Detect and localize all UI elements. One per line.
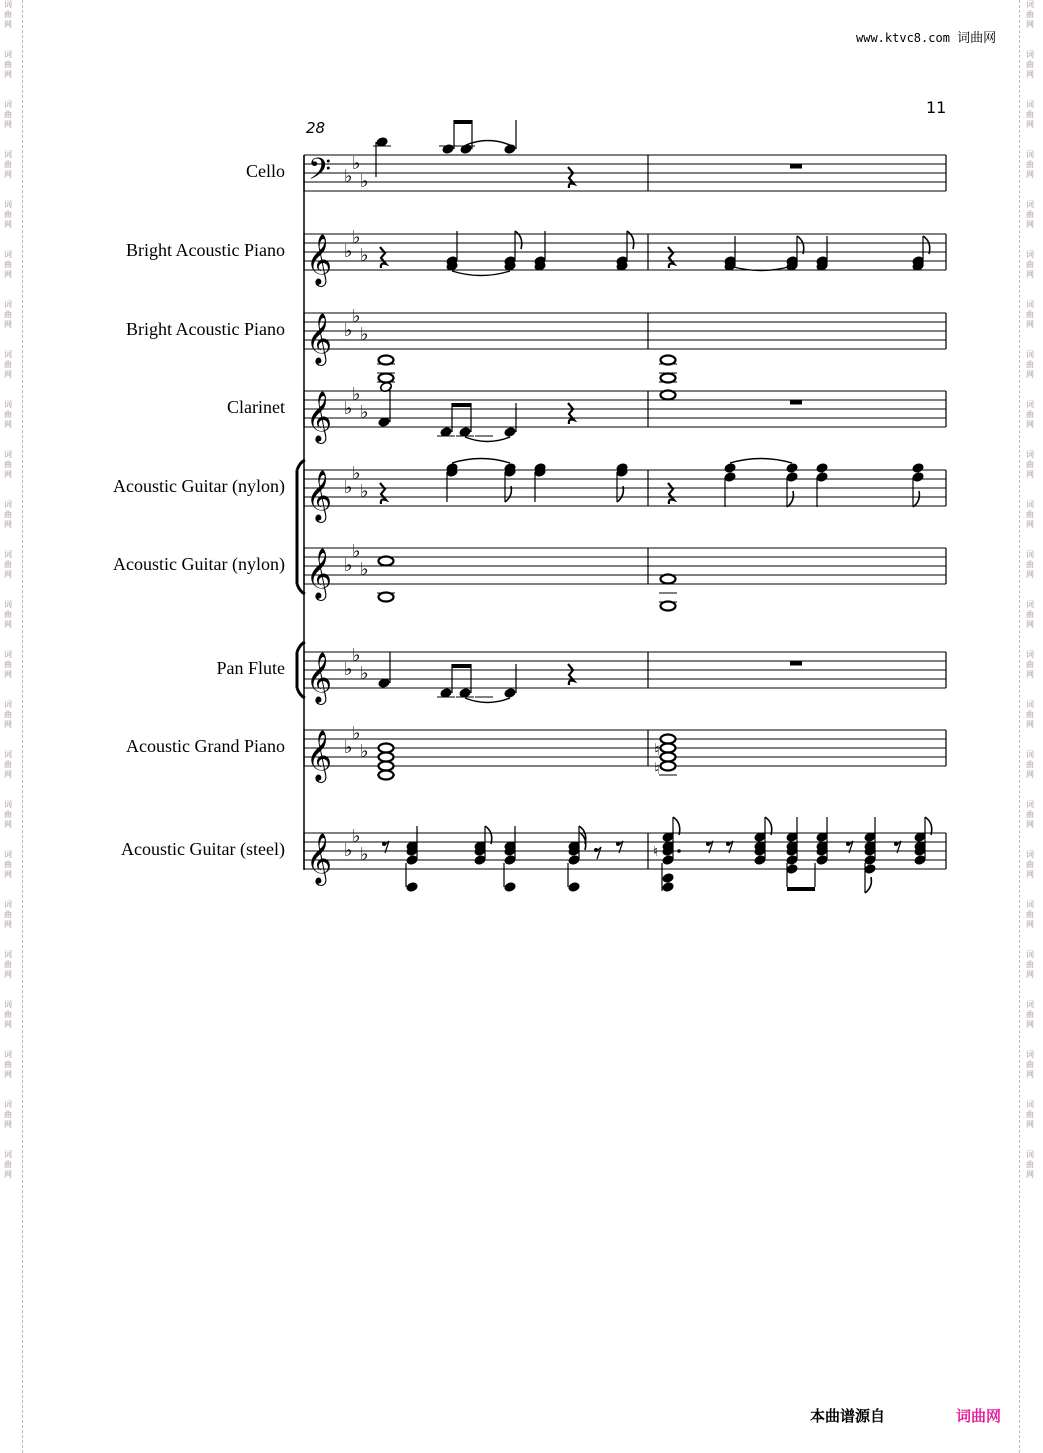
site-url: www.ktvc8.com xyxy=(856,31,950,45)
whole-rest xyxy=(790,400,802,405)
treble-clef-icon: 𝄞 xyxy=(306,833,333,884)
whole-note xyxy=(661,575,676,584)
whole-note xyxy=(661,391,676,400)
flat-sign: ♭ xyxy=(360,663,369,684)
note-flag xyxy=(925,817,932,835)
note-beam xyxy=(454,120,472,124)
augmentation-dot xyxy=(677,849,681,853)
quarter-rest xyxy=(380,247,386,268)
notehead xyxy=(568,881,581,892)
bass-clef-icon: 𝄢 xyxy=(308,153,332,194)
tie xyxy=(730,459,792,464)
whole-rest xyxy=(790,661,802,666)
note-flag xyxy=(787,491,793,507)
site-name: 词曲网 xyxy=(957,31,997,46)
whole-note xyxy=(661,744,676,753)
flat-sign: ♭ xyxy=(360,741,369,762)
instrument-label-steel-guitar: Acoustic Guitar (steel) xyxy=(121,839,285,859)
quarter-rest xyxy=(380,483,386,504)
flat-sign: ♭ xyxy=(344,555,353,576)
flat-sign: ♭ xyxy=(360,481,369,502)
notehead xyxy=(504,426,517,437)
notehead xyxy=(724,462,737,473)
notehead xyxy=(912,462,925,473)
treble-clef-icon: 𝄞 xyxy=(306,313,333,364)
note-flag xyxy=(673,817,680,835)
whole-note xyxy=(379,762,394,771)
flat-sign: ♭ xyxy=(352,541,361,562)
instrument-label-clarinet: Clarinet xyxy=(227,397,285,417)
flat-sign: ♭ xyxy=(360,245,369,266)
whole-note xyxy=(661,356,676,365)
flat-sign: ♭ xyxy=(360,171,369,192)
flat-sign: ♭ xyxy=(344,241,353,262)
treble-clef-icon: 𝄞 xyxy=(306,548,333,599)
tie xyxy=(452,271,510,276)
notehead xyxy=(662,872,675,883)
flat-sign: ♭ xyxy=(344,398,353,419)
notehead xyxy=(460,143,473,154)
note-beam xyxy=(452,403,471,407)
footer-source-label: 本曲谱源自 xyxy=(810,1407,886,1425)
treble-clef-icon: 𝄞 xyxy=(306,652,333,703)
whole-note xyxy=(379,744,394,753)
treble-clef-icon: 𝄞 xyxy=(306,730,333,781)
flat-sign: ♭ xyxy=(352,463,361,484)
notehead xyxy=(504,687,517,698)
note-beam xyxy=(452,664,471,668)
natural-sign: ♮ xyxy=(653,844,659,860)
quarter-rest xyxy=(568,664,574,685)
note-flag xyxy=(923,236,930,254)
quarter-rest xyxy=(668,247,674,268)
flat-sign: ♭ xyxy=(360,402,369,423)
flat-sign: ♭ xyxy=(344,320,353,341)
flat-sign: ♭ xyxy=(352,723,361,744)
treble-clef-icon: 𝄞 xyxy=(306,234,333,285)
instrument-label-nylon-guitar-1: Acoustic Guitar (nylon) xyxy=(113,476,285,496)
note-beam xyxy=(787,887,815,891)
whole-note xyxy=(661,762,676,771)
whole-note xyxy=(379,374,394,383)
left-watermark-strip: 词 曲 网 词 曲 网 词 曲 网 词 曲 网 词 曲 网 词 曲 网 词 曲 网 词 曲 网 词 曲 网 词 曲 网 词 曲 网 词 曲 网 词 曲 网 词 曲 网 词 曲 网 词 曲 网 词 曲 网 词 曲 网 词 曲 网 词 曲 网 词 曲 网 词 曲 网 词 曲 网 词 曲 网 xyxy=(4,0,12,1179)
whole-note xyxy=(379,771,394,780)
notehead xyxy=(442,143,455,154)
flat-sign: ♭ xyxy=(344,659,353,680)
note-flag xyxy=(913,491,919,507)
note-flag xyxy=(797,236,804,254)
tie xyxy=(465,698,510,703)
quarter-rest xyxy=(568,403,574,424)
whole-note xyxy=(661,602,676,611)
flat-sign: ♭ xyxy=(344,737,353,758)
notehead xyxy=(662,881,675,892)
notehead xyxy=(504,143,517,154)
note-flag xyxy=(485,826,492,844)
flat-sign: ♭ xyxy=(344,840,353,861)
natural-sign: ♮ xyxy=(654,740,660,759)
page-number: 11 xyxy=(926,98,947,117)
whole-note xyxy=(379,593,394,602)
instrument-label-grand-piano: Acoustic Grand Piano xyxy=(126,736,285,756)
whole-rest xyxy=(790,164,802,169)
treble-clef-icon: 𝄞 xyxy=(306,470,333,521)
measure-number: 28 xyxy=(306,119,326,137)
footer-source-site: 词曲网 xyxy=(956,1407,1002,1425)
flat-sign: ♭ xyxy=(344,477,353,498)
flat-sign: ♭ xyxy=(352,306,361,327)
flat-sign: ♭ xyxy=(360,844,369,865)
flat-sign: ♭ xyxy=(360,559,369,580)
notehead xyxy=(406,881,419,892)
notehead xyxy=(786,462,799,473)
tie xyxy=(452,459,510,464)
whole-note xyxy=(661,753,676,762)
whole-note xyxy=(379,753,394,762)
instrument-label-bright-piano-1: Bright Acoustic Piano xyxy=(126,240,285,260)
natural-sign: ♮ xyxy=(654,759,660,778)
whole-note xyxy=(379,557,394,566)
whole-note xyxy=(661,374,676,383)
instrument-label-pan-flute: Pan Flute xyxy=(216,658,285,678)
instrument-label-cello: Cello xyxy=(246,161,285,181)
whole-note xyxy=(379,356,394,365)
whole-note xyxy=(661,735,676,744)
tie xyxy=(465,437,510,442)
flat-sign: ♭ xyxy=(352,645,361,666)
flat-sign: ♭ xyxy=(352,153,361,174)
flat-sign: ♭ xyxy=(352,384,361,405)
notehead xyxy=(816,462,829,473)
flat-sign: ♭ xyxy=(352,826,361,847)
flat-sign: ♭ xyxy=(344,166,353,187)
treble-clef-icon: 𝄞 xyxy=(306,391,333,442)
flat-sign: ♭ xyxy=(352,227,361,248)
notehead xyxy=(504,881,517,892)
instrument-label-nylon-guitar-2: Acoustic Guitar (nylon) xyxy=(113,554,285,574)
instrument-label-bright-piano-2: Bright Acoustic Piano xyxy=(126,319,285,339)
right-watermark-strip: 词 曲 网 词 曲 网 词 曲 网 词 曲 网 词 曲 网 词 曲 网 词 曲 网 词 曲 网 词 曲 网 词 曲 网 词 曲 网 词 曲 网 词 曲 网 词 曲 网 词 曲 网 词 曲 网 词 曲 网 词 曲 网 词 曲 网 词 曲 网 词 曲 网 词 曲 网 词 曲 网 词 曲 网 xyxy=(1026,0,1034,1179)
note-flag xyxy=(865,877,871,893)
quarter-rest xyxy=(568,167,574,188)
note-flag xyxy=(765,817,772,835)
flat-sign: ♭ xyxy=(360,324,369,345)
quarter-rest xyxy=(668,483,674,504)
